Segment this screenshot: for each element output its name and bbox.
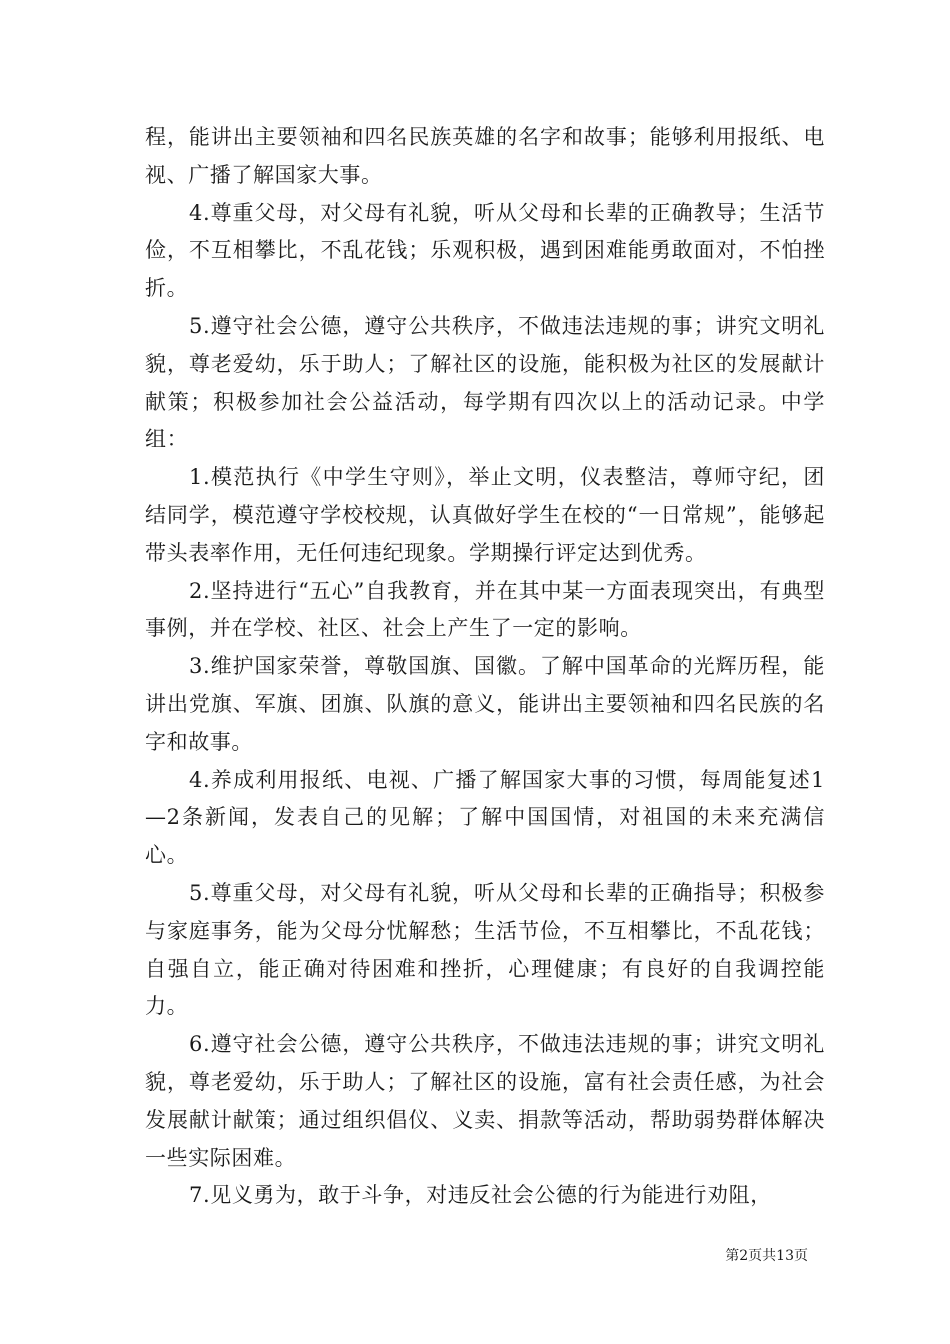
paragraph: 程，能讲出主要领袖和四名民族英雄的名字和故事；能够利用报纸、电视、广播了解国家大事。 — [145, 125, 825, 187]
paragraph: 3.维护国家荣誉，尊敬国旗、国徽。了解中国革命的光辉历程，能讲出党旗、军旗、团旗、队旗的意义，能讲出主要领袖和四名民族的名字和故事。 — [145, 654, 825, 754]
paragraph: 7.见义勇为，敢于斗争，对违反社会公德的行为能进行劝阻， — [189, 1183, 772, 1208]
paragraph: 4.养成利用报纸、电视、广播了解国家大事的习惯，每周能复述1—2条新闻，发表自己的见解；了解中国国情，对祖国的未来充满信心。 — [145, 767, 825, 868]
footer-suffix: 页 — [794, 1248, 808, 1264]
current-page-number: 2 — [739, 1248, 749, 1264]
paragraph: 5.尊重父母，对父母有礼貌，听从父母和长辈的正确指导；积极参与家庭事务，能为父母分忧解愁；生活节俭，不互相攀比，不乱花钱；自强自立，能正确对待困难和挫折，心理健康；有良好的自我调控能力。 — [145, 880, 825, 1019]
footer-prefix: 第 — [725, 1248, 740, 1264]
paragraph: 4.尊重父母，对父母有礼貌，听从父母和长辈的正确教导；生活节俭，不互相攀比，不乱花钱；乐观积极，遇到困难能勇敢面对，不怕挫折。 — [145, 200, 825, 301]
page-footer — [0, 1245, 808, 1265]
total-pages-number: 13 — [776, 1248, 794, 1264]
paragraph: 6.遵守社会公德，遵守公共秩序，不做违法违规的事；讲究文明礼貌，尊老爱幼，乐于助人；了解社区的设施，富有社会责任感，为社会发展献计献策；通过组织倡仪、义卖、捐款等活动，帮助弱势群体解决一些实际困难。 — [145, 1032, 825, 1170]
footer-middle: 页共 — [748, 1248, 777, 1264]
paragraph: 2.坚持进行“五心”自我教育，并在其中某一方面表现突出，有典型事例，并在学校、社区、社会上产生了一定的影响。 — [145, 578, 825, 641]
paragraph: 5.遵守社会公德，遵守公共秩序，不做违法违规的事；讲究文明礼貌，尊老爱幼，乐于助人；了解社区的设施，能积极为社区的发展献计献策；积极参加社会公益活动，每学期有四次以上的活动记录。中学组： — [145, 313, 825, 452]
document-body — [145, 119, 825, 1215]
paragraph: 1.模范执行《中学生守则》，举止文明，仪表整洁，尊师守纪，团结同学，模范遵守学校校规，认真做好学生在校的“一日常规”，能够起带头表率作用，无任何违纪现象。学期操行评定达到优秀。 — [145, 465, 825, 565]
